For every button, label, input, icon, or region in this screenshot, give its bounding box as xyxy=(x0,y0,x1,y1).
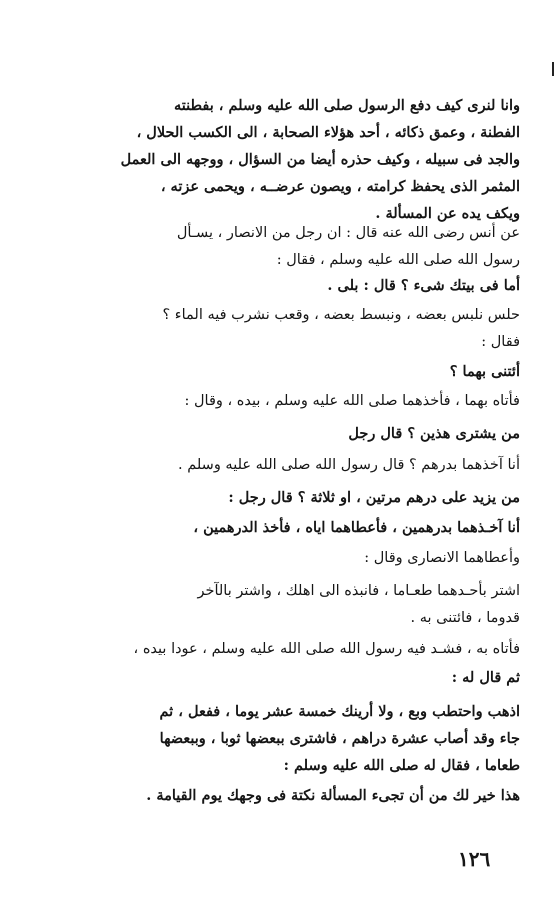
hadith-opening xyxy=(36,220,520,274)
page-number: ١٢٦ xyxy=(458,847,491,871)
text-line: اذهب واحتطب وبع ، ولا أرينك خمسة عشر يوما ، ففعل ، ثم xyxy=(159,703,520,720)
text-line: أئتنى بهما ؟ xyxy=(449,363,520,380)
text-line: طعاما ، فقال له صلى الله عليه وسلم : xyxy=(283,757,520,774)
text-line: فأتاه بهما ، فأخذهما صلى الله عليه وسلم ، بيده ، وقال : xyxy=(184,393,520,409)
text-line: من يزيد على درهم مرتين ، او ثلاثة ؟ قال رجل : xyxy=(228,489,520,506)
text-line: ويكف يده عن المسألة . xyxy=(375,205,520,222)
dialogue-line xyxy=(36,484,520,511)
dialogue-line xyxy=(36,698,520,779)
text-line: وأعطاهما الانصارى وقال : xyxy=(364,550,520,566)
dialogue-line xyxy=(36,636,520,663)
text-line: هذا خير لك من أن تجىء المسألة نكتة فى وجهك يوم القيامة . xyxy=(146,787,520,804)
margin-mark xyxy=(552,62,554,76)
text-line: فقال : xyxy=(481,334,520,350)
text-line: والجد فى سبيله ، وكيف حذره أيضا من السؤال ، ووجهه الى العمل xyxy=(120,151,520,168)
dialogue-line xyxy=(36,272,520,299)
dialogue-line xyxy=(36,388,520,415)
text-line: وانا لنرى كيف دفع الرسول صلى الله عليه وسلم ، بفطنته xyxy=(173,97,520,114)
text-line: أما فى بيتك شىء ؟ قال : بلى . xyxy=(327,277,520,294)
text-line: قدوما ، فائتنى به . xyxy=(410,610,520,626)
text-line: أنا آخذهما بدرهم ؟ قال رسول الله صلى الله عليه وسلم . xyxy=(178,457,520,473)
text-line: رسول الله صلى الله عليه وسلم ، فقال : xyxy=(276,252,520,268)
closing-line xyxy=(36,782,520,809)
text-line: ثم قال له : xyxy=(451,669,520,686)
dialogue-line xyxy=(36,358,520,385)
dialogue-line xyxy=(36,578,520,632)
intro-paragraph xyxy=(36,92,520,227)
text-line: فأتاه به ، فشـد فيه رسول الله صلى الله عليه وسلم ، عودا بيده ، xyxy=(133,641,520,657)
text-line: عن أنس رضى الله عنه قال : ان رجل من الانصار ، يسـأل xyxy=(176,225,520,241)
text-line: اشتر بأحـدهما طعـاما ، فانبذه الى اهلك ، واشتر بالآخر xyxy=(197,583,520,599)
text-line: أنا آخـذهما بدرهمين ، فأعطاهما اياه ، فأخذ الدرهمين ، xyxy=(193,519,520,536)
text-line: من يشترى هذين ؟ قال رجل xyxy=(348,425,520,442)
dialogue-line xyxy=(36,420,520,447)
dialogue-line xyxy=(36,514,520,541)
dialogue-line xyxy=(36,302,520,356)
text-line: الفطنة ، وعمق ذكائه ، أحد هؤلاء الصحابة ، الى الكسب الحلال ، xyxy=(136,124,520,141)
dialogue-line xyxy=(36,452,520,479)
text-line: حلس نلبس بعضه ، ونبسط بعضه ، وقعب نشرب فيه الماء ؟ xyxy=(162,307,520,323)
dialogue-line xyxy=(36,664,520,691)
dialogue-line xyxy=(36,545,520,572)
text-line: جاء وقد أصاب عشرة دراهم ، فاشترى ببعضها ثوبا ، وببعضها xyxy=(159,730,520,747)
text-line: المثمر الذى يحفظ كرامته ، ويصون عرضــه ، ويحمى عزته ، xyxy=(160,178,520,195)
